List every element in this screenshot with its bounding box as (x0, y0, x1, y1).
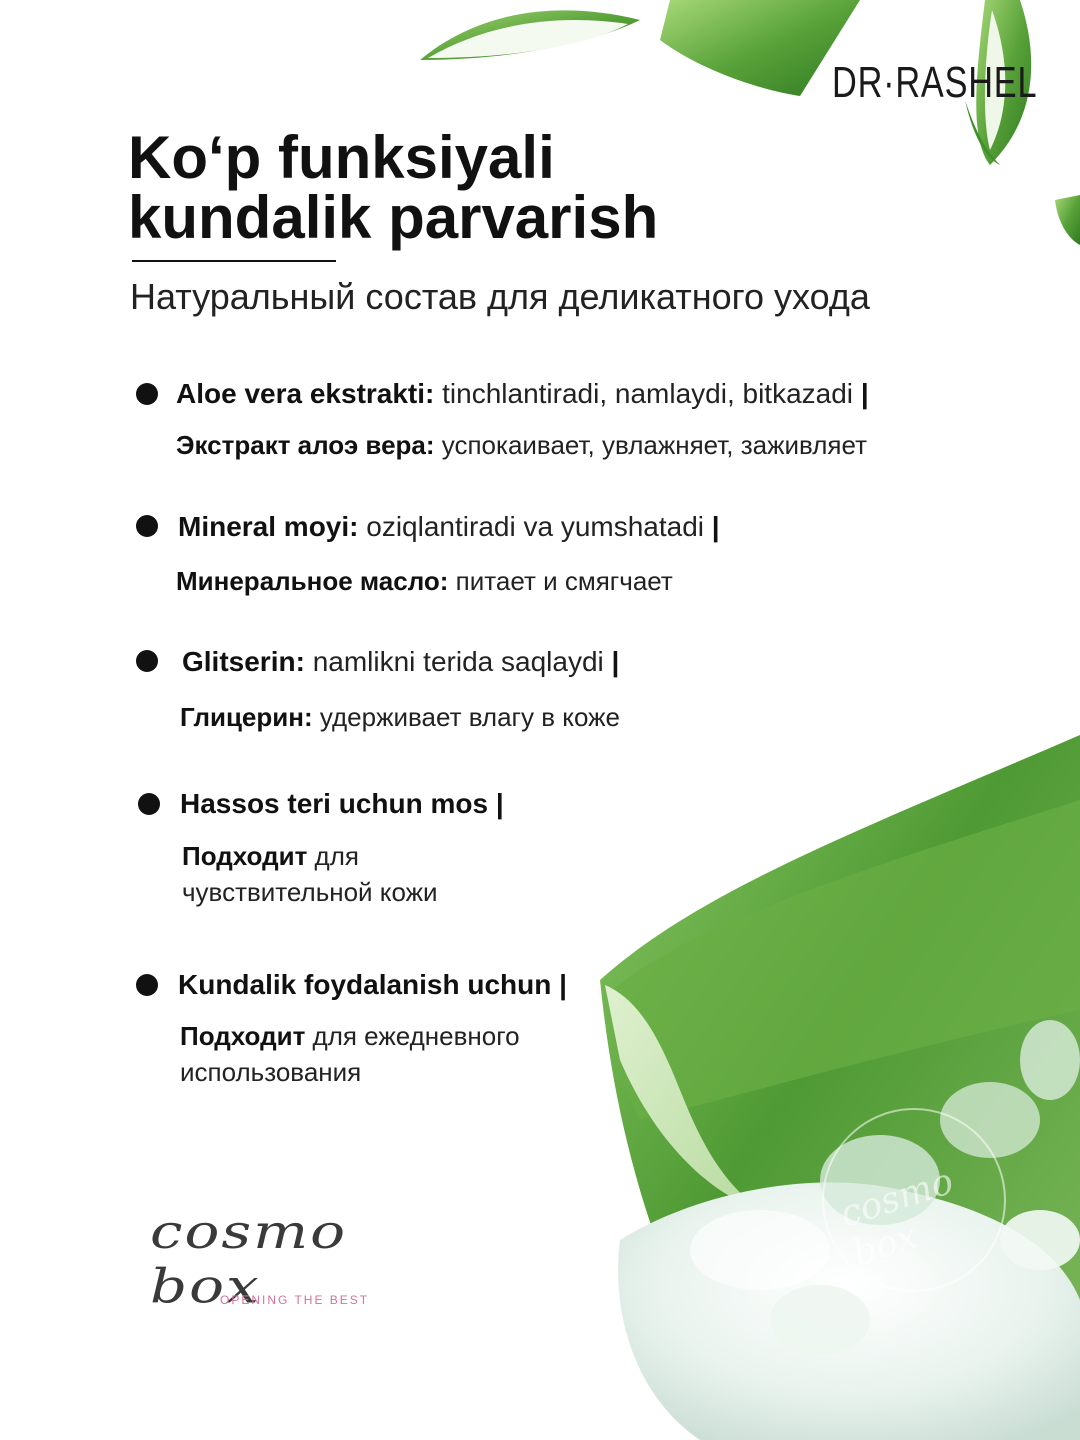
feature-ru-line-2 (180, 1057, 361, 1088)
feature-ru-bold: Экстракт алоэ вера: (176, 430, 435, 460)
feature-ru-bold: Глицерин: (180, 702, 313, 732)
feature-uz-bold: Hassos teri uchun mos | (180, 788, 504, 819)
bullet-icon (136, 515, 158, 537)
feature-ru-text: для (307, 841, 359, 871)
feature-ru-text: для ежедневного (305, 1021, 520, 1051)
feature-uz-text: tinchlantiradi, namlaydi, bitkazadi (434, 378, 861, 409)
feature-uz-line (178, 969, 567, 1001)
title-line-2: kundalik parvarish (128, 184, 659, 251)
aloe-leaf-with-gel (600, 735, 1080, 1440)
watermark-stamp (822, 1108, 1006, 1292)
feature-uz-line (178, 511, 720, 543)
feature-uz-text: namlikni terida saqlaydi (304, 646, 612, 677)
title-line-1: Koʻp funksiyali (128, 124, 555, 191)
feature-ru-line (176, 430, 867, 461)
bullet-icon (136, 974, 158, 996)
feature-ru-text: успокаивает, увлажняет, заживляет (434, 430, 867, 460)
feature-ru-bold: Подходит (180, 1021, 306, 1051)
feature-ru-text-2: чувствительной кожи (182, 877, 438, 907)
feature-uz-bold: Kundalik foydalanish uchun | (178, 969, 567, 1000)
feature-uz-line (182, 646, 619, 678)
watermark-text: cosmo box (835, 1160, 959, 1275)
feature-separator: | (711, 511, 720, 542)
feature-uz-bold: Mineral moyi: (178, 511, 359, 542)
cosmo-box-logo (150, 1205, 450, 1315)
cosmo-box-script: cosmo box (150, 1205, 348, 1314)
feature-ru-line (180, 1021, 520, 1052)
brand-logo: DR·RASHEL (832, 58, 1038, 107)
feature-separator: | (611, 646, 620, 677)
feature-ru-text-2: использования (180, 1057, 362, 1087)
feature-ru-line (180, 702, 620, 733)
feature-uz-line (180, 788, 504, 820)
page-title (128, 124, 659, 251)
feature-uz-bold: Aloe vera ekstrakti: (176, 378, 435, 409)
bullet-icon (136, 650, 158, 672)
bullet-icon (136, 383, 158, 405)
feature-uz-text: oziqlantiradi va yumshatadi (358, 511, 712, 542)
feature-separator: | (860, 378, 869, 409)
feature-ru-text: питает и смягчает (448, 566, 673, 596)
feature-uz-bold: Glitserin: (182, 646, 305, 677)
feature-ru-bold: Подходит (182, 841, 308, 871)
bullet-icon (138, 793, 160, 815)
subtitle: Натуральный состав для деликатного ухода (130, 276, 870, 317)
feature-ru-bold: Минеральное масло: (176, 566, 449, 596)
feature-uz-line (176, 378, 869, 410)
feature-ru-line (182, 841, 359, 872)
title-divider (132, 260, 336, 262)
feature-ru-line-2 (182, 877, 438, 908)
cosmo-box-tagline: OPENING THE BEST (220, 1293, 370, 1307)
feature-ru-text: удерживает влагу в коже (312, 702, 620, 732)
feature-ru-line (176, 566, 673, 597)
